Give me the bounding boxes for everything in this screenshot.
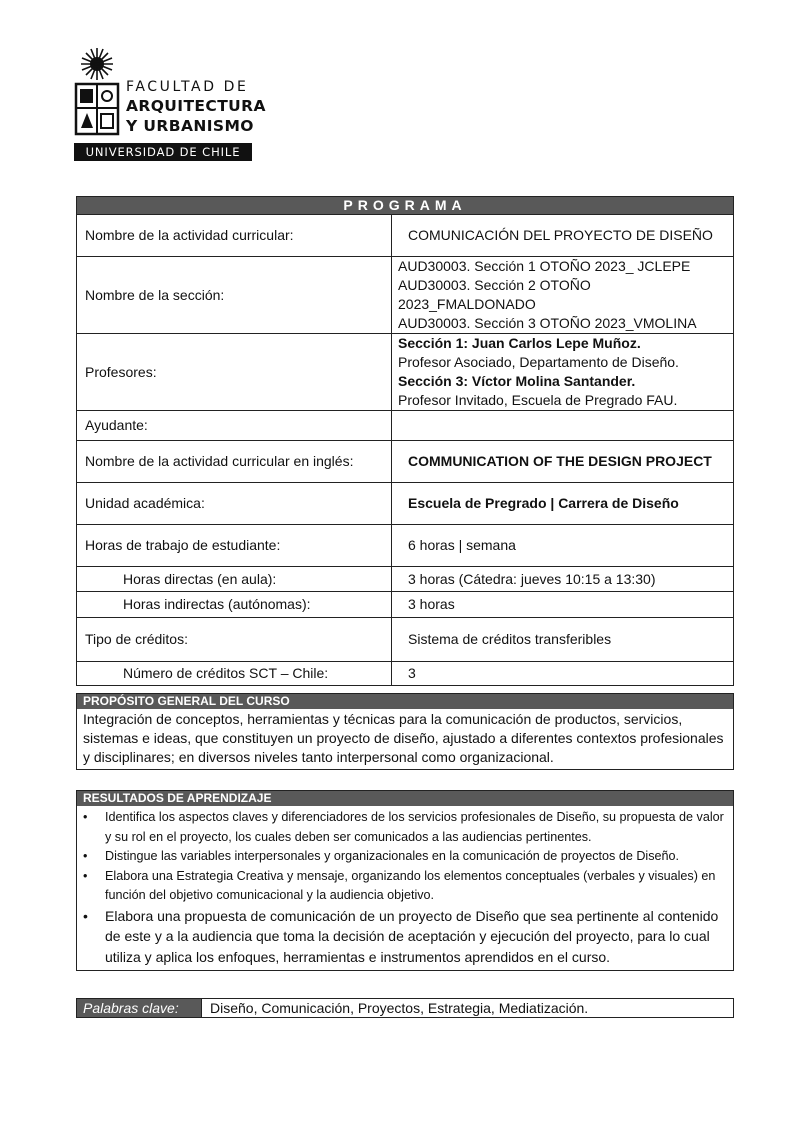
list-item: • Identifica los aspectos claves y diferenciadores de los servicios profesionales de Diseño, su propuesta de valor y su rol en el proyecto, los cuales deben ser comunicados a las audiencias pertinentes. — [105, 808, 727, 847]
value-indirect-hours: 3 horas — [392, 592, 734, 618]
logo-line-2: ARQUITECTURA — [126, 97, 266, 115]
purpose-section — [76, 693, 734, 770]
value-credit-type: Sistema de créditos transferibles — [392, 618, 734, 662]
value-section-name — [392, 257, 734, 334]
value-student-hours: 6 horas | semana — [392, 525, 734, 567]
learning-outcomes-section — [76, 790, 734, 971]
purpose-text: Integración de conceptos, herramientas y técnicas para la comunicación de productos, servicios, sistemas e ideas, que constituyen un proyecto de diseño, ajustado a diferentes contextos profesionales y disciplinares; en diversos niveles tanto interpersonal como organizacional. — [83, 711, 724, 765]
programa-table — [76, 196, 734, 686]
value-english-name: COMMUNICATION OF THE DESIGN PROJECT — [392, 441, 734, 483]
learning-outcomes-title: RESULTADOS DE APRENDIZAJE — [77, 791, 733, 806]
label-student-hours: Horas de trabajo de estudiante: — [77, 525, 392, 567]
section-line: AUD30003. Sección 3 OTOÑO 2023_VMOLINA — [398, 315, 697, 331]
logo-university-band: UNIVERSIDAD DE CHILE — [74, 143, 252, 161]
professor-title: Profesor Invitado, Escuela de Pregrado FAU. — [398, 392, 678, 408]
list-item: • Distingue las variables interpersonales y organizacionales en la comunicación de proyectos de Diseño. — [105, 847, 727, 867]
value-academic-unit: Escuela de Pregrado | Carrera de Diseño — [392, 483, 734, 525]
programa-title: PROGRAMA — [77, 197, 734, 215]
label-indirect-hours: Horas indirectas (autónomas): — [77, 592, 392, 618]
value-assistant — [392, 411, 734, 441]
list-item: • Elabora una Estrategia Creativa y mensaje, organizando los elementos conceptuales (verbales y visuales) en función del objetivo comunicacional y la audiencia objetivo. — [105, 867, 727, 906]
learning-outcomes-list — [77, 806, 733, 970]
value-professors — [392, 334, 734, 411]
label-sct-credits: Número de créditos SCT – Chile: — [77, 662, 392, 686]
list-item: • Elabora una propuesta de comunicación de un proyecto de Diseño que sea pertinente al contenido de este y a la audiencia que toma la decisión de aceptación y ejecución del proyecto, para lo cual utiliza y aplica los enfoques, herramientas e instrumentos aprendidos en el curso. — [105, 906, 727, 968]
label-section-name: Nombre de la sección: — [77, 257, 392, 334]
value-sct-credits: 3 — [392, 662, 734, 686]
university-seal-icon — [74, 46, 120, 136]
value-activity-name: COMUNICACIÓN DEL PROYECTO DE DISEÑO — [392, 215, 734, 257]
professor-title: Profesor Asociado, Departamento de Diseño. — [398, 354, 679, 370]
label-academic-unit: Unidad académica: — [77, 483, 392, 525]
purpose-title: PROPÓSITO GENERAL DEL CURSO — [77, 694, 733, 709]
professor-name: Sección 1: Juan Carlos Lepe Muñoz. — [398, 335, 641, 351]
section-line: AUD30003. Sección 1 OTOÑO 2023_ JCLEPE — [398, 258, 691, 274]
label-direct-hours: Horas directas (en aula): — [77, 567, 392, 592]
keywords-label: Palabras clave: — [77, 999, 202, 1017]
keywords-row — [76, 998, 734, 1018]
label-activity-name: Nombre de la actividad curricular: — [77, 215, 392, 257]
keywords-value: Diseño, Comunicación, Proyectos, Estrategia, Mediatización. — [210, 1000, 589, 1016]
value-direct-hours: 3 horas (Cátedra: jueves 10:15 a 13:30) — [392, 567, 734, 592]
label-credit-type: Tipo de créditos: — [77, 618, 392, 662]
section-line: AUD30003. Sección 2 OTOÑO 2023_FMALDONADO — [398, 277, 591, 312]
label-english-name: Nombre de la actividad curricular en inglés: — [77, 441, 392, 483]
professor-name: Sección 3: Víctor Molina Santander. — [398, 373, 636, 389]
logo-line-1: FACULTAD DE — [126, 79, 249, 95]
label-professors: Profesores: — [77, 334, 392, 411]
faculty-logo — [74, 46, 274, 164]
logo-line-3: Y URBANISMO — [126, 117, 254, 135]
label-assistant: Ayudante: — [77, 411, 392, 441]
